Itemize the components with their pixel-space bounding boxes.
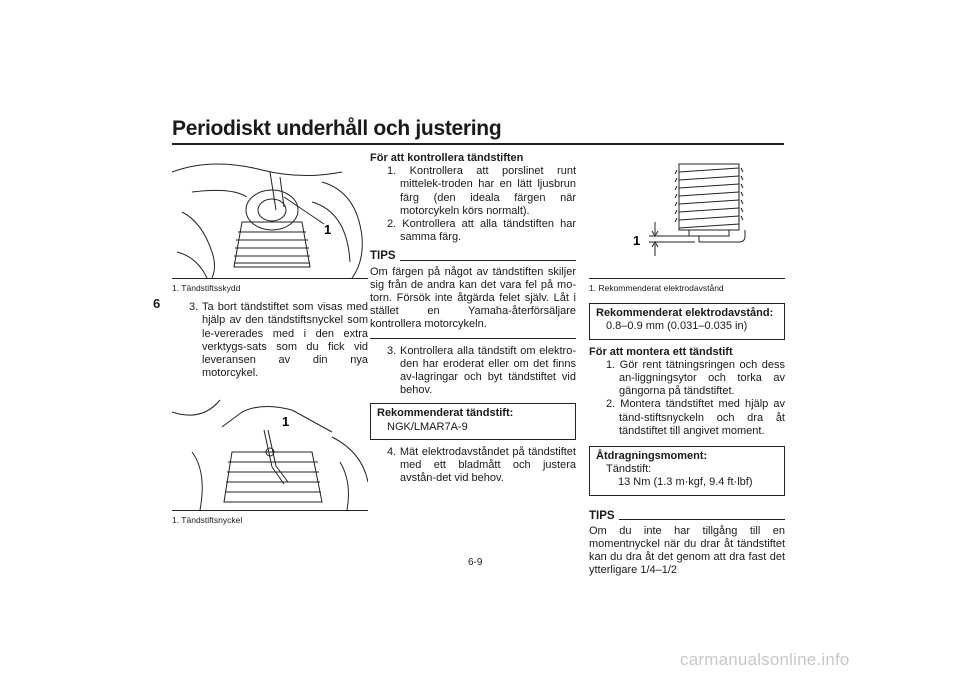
fig3-caption: 1. Rekommenderat elektrodavstånd xyxy=(589,283,724,293)
tips-rule xyxy=(400,260,576,261)
gap-spec-value: 0.8–0.9 mm (0.031–0.035 in) xyxy=(606,320,748,333)
column-middle xyxy=(370,152,576,485)
fig1-caption: 1. Tändstiftsskydd xyxy=(172,283,241,293)
spec-box-spark-plug xyxy=(370,403,576,439)
header-rule xyxy=(172,143,784,145)
torque-spec-value: 13 Nm (1.3 m·kgf, 9.4 ft·lbf) xyxy=(618,476,753,489)
tips-heading xyxy=(370,250,576,263)
engine-illustration-2 xyxy=(172,392,368,510)
tips-end-rule xyxy=(370,338,576,339)
spec-value: NGK/LMAR7A-9 xyxy=(387,420,468,433)
install-step-1: 1. Gör rent tätningsringen och dess an-liggningsytor och torka av gängorna på tändstiftet. xyxy=(606,358,785,398)
tips2-label: TIPS xyxy=(589,509,615,522)
fig1-callout: 1 xyxy=(324,222,332,237)
tips2-heading xyxy=(589,510,785,523)
check-step-1: 1. Kontrollera att porslinet runt mittelek-troden har en lätt ljusbrun färg (den ideala färgen när motorcykeln körs normalt). xyxy=(387,165,576,217)
page-number: 6-9 xyxy=(468,557,483,568)
tips2-rule xyxy=(619,519,785,520)
torque-spec-title: Åtdragningsmoment: xyxy=(596,450,708,463)
check-step-2: 2. Kontrollera att alla tändstiften har samma färg. xyxy=(387,218,576,244)
tips-text: Om färgen på något av tändstiften skiljer sig från de andra kan det vara fel på mo-torn. Försök inte åtgärda felet själv. Låt i stället en Yamaha-återförsäljare kontrollera motorcykeln. xyxy=(370,265,576,331)
fig3-callout: 1 xyxy=(633,233,641,248)
page-title: Periodiskt underhåll och justering xyxy=(172,117,502,140)
install-step-2: 2. Montera tändstiftet med hjälp av tänd-stiftsnyckeln och dra åt tändstiftet till angivet moment. xyxy=(606,398,785,437)
tips2-text: Om du inte har tillgång till en momentnyckel när du drar åt tändstiftet kan du dra åt det genom att dra fast det ytterligare 1/4–1/2 xyxy=(589,524,785,577)
check-step-3: 3. Kontrollera alla tändstift om elektro-den har eroderat eller om det finns av-lagringar och byt tändstiftet vid behov. xyxy=(387,344,576,397)
fig2-callout: 1 xyxy=(282,414,290,430)
torque-spec-sub: Tändstift: xyxy=(606,463,652,476)
section-heading-install: För att montera ett tändstift xyxy=(589,345,733,358)
gap-spec-title: Rekommenderat elektrodavstånd: xyxy=(596,307,774,320)
figure-electrode-gap xyxy=(589,152,785,279)
section-heading-check: För att kontrollera tändstiften xyxy=(370,152,524,164)
step-3-remove-plug: 3. Ta bort tändstiftet som visas med hjälp av den tändstiftsnyckel som le-vererades med i den extra verktygs-sats som du fick vid leveransen av din nya motorcykel. xyxy=(189,301,368,380)
spec-box-electrode-gap xyxy=(589,303,785,339)
fig2-caption: 1. Tändstiftsnyckel xyxy=(172,515,243,526)
figure-spark-plug-wrench xyxy=(172,392,368,511)
check-step-4: 4. Mät elektrodavståndet på tändstiftet med ett bladmått och justera avstån-det vid behov. xyxy=(387,445,576,485)
engine-illustration-1 xyxy=(172,152,368,278)
column-left xyxy=(172,152,368,528)
spark-plug-illustration xyxy=(589,152,785,278)
column-right xyxy=(589,152,785,578)
chapter-number: 6 xyxy=(153,296,161,311)
tips-label: TIPS xyxy=(370,250,396,263)
spec-title: Rekommenderat tändstift: xyxy=(377,407,514,420)
spec-box-torque xyxy=(589,446,785,496)
figure-spark-plug-cover xyxy=(172,152,368,279)
watermark: carmanualsonline.info xyxy=(680,650,850,669)
